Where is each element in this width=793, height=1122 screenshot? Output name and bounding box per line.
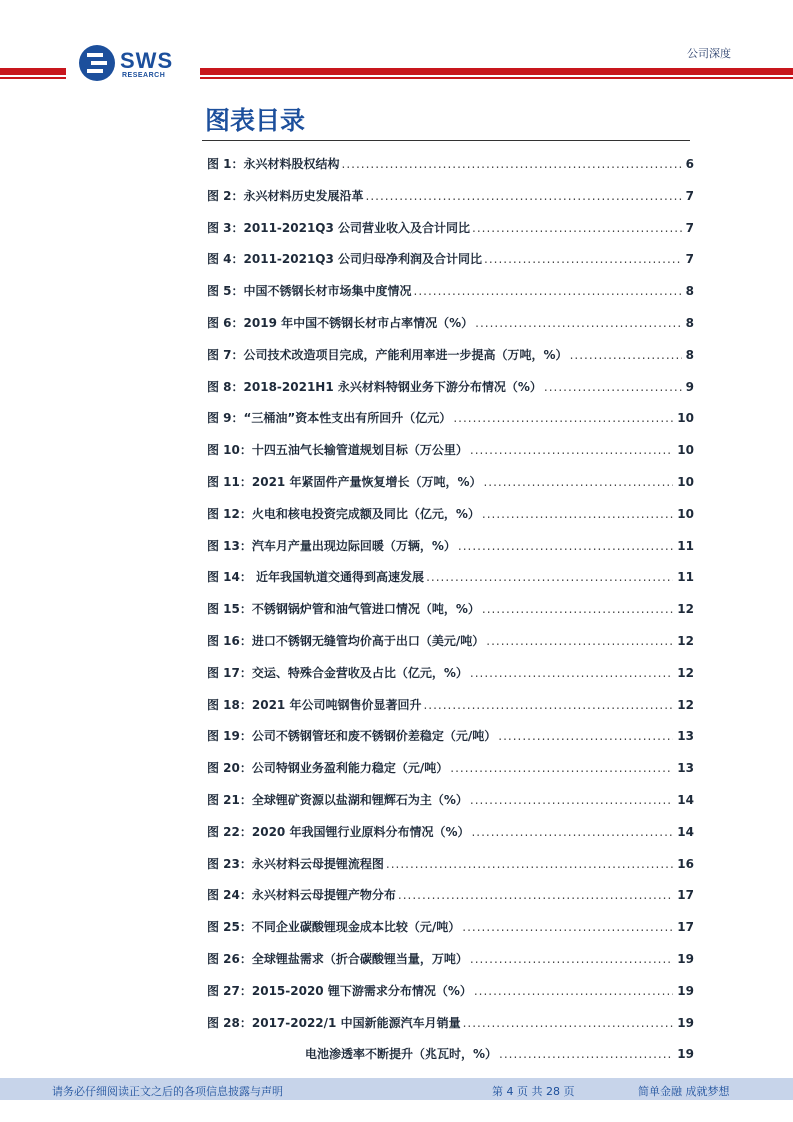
logo-subtext: RESEARCH: [122, 72, 166, 79]
toc-leader-dots: [475, 308, 682, 340]
toc-entry[interactable]: [207, 531, 694, 563]
toc-leader-dots: [544, 372, 682, 404]
toc-entry[interactable]: [207, 1008, 694, 1040]
toc-entry-page: 8: [685, 315, 694, 330]
toc-entry[interactable]: [207, 181, 694, 213]
toc-entry-page: 10: [677, 474, 694, 489]
toc-entry-page: 12: [677, 633, 694, 648]
toc-entry[interactable]: [207, 690, 694, 722]
toc-entry-page: 12: [677, 697, 694, 712]
toc-leader-dots: [474, 976, 673, 1008]
toc-entry[interactable]: [207, 944, 694, 976]
toc-leader-dots: [470, 658, 673, 690]
toc-leader-dots: [483, 467, 673, 499]
toc-leader-dots: [471, 817, 673, 849]
toc-entry-label: 图 12：火电和核电投资完成额及同比（亿元，%）: [207, 506, 480, 521]
toc-leader-dots: [472, 213, 682, 245]
toc-leader-dots: [470, 435, 673, 467]
header-rule-right-thin: [200, 77, 793, 79]
toc-entry-label: 图 9：“三桶油”资本性支出有所回升（亿元）: [207, 411, 452, 426]
toc-entry[interactable]: [207, 721, 694, 753]
toc-entry[interactable]: [207, 880, 694, 912]
header-rule-left-thin: [0, 77, 66, 79]
footer-slogan: 简单金融 成就梦想: [638, 1085, 730, 1098]
header-rule-right: [200, 68, 793, 75]
toc-entry-page: 10: [677, 506, 694, 521]
toc-entry-label: 图 4：2011-2021Q3 公司归母净利润及合计同比: [207, 252, 483, 267]
toc-leader-dots: [386, 849, 673, 881]
footer-disclaimer: 请务必仔细阅读正文之后的各项信息披露与声明: [52, 1085, 283, 1098]
toc-entry-page: 9: [685, 379, 694, 394]
toc-entry[interactable]: [207, 1039, 694, 1071]
toc-entry-label: 图 28：2017-2022/1 中国新能源汽车月销量: [207, 1015, 461, 1030]
toc-entry-page: 14: [677, 792, 694, 807]
toc-entry[interactable]: [207, 340, 694, 372]
toc-entry-label: 图 1：永兴材料股权结构: [207, 157, 340, 171]
toc-leader-dots: [366, 181, 682, 213]
toc-leader-dots: [423, 690, 673, 722]
toc-entry[interactable]: [207, 244, 694, 276]
sws-logo-icon: [78, 44, 116, 82]
toc-entry-page: 11: [677, 538, 694, 553]
title-underline: [202, 140, 690, 141]
toc-entry[interactable]: [207, 435, 694, 467]
toc-leader-dots: [470, 944, 673, 976]
toc-leader-dots: [484, 244, 682, 276]
toc-entry-page: 17: [677, 888, 694, 903]
toc-entry-label: 图 27：2015-2020 锂下游需求分布情况（%）: [207, 983, 472, 998]
footer-page-info: 第 4 页 共 28 页: [492, 1085, 575, 1098]
toc-leader-dots: [482, 594, 673, 626]
header-rule-left: [0, 68, 66, 75]
toc-entry-label: 图 20：公司特钢业务盈利能力稳定（元/吨）: [207, 761, 449, 776]
toc-entry[interactable]: [207, 912, 694, 944]
report-type: 公司深度: [687, 47, 731, 60]
toc-leader-dots: [498, 721, 673, 753]
toc-entry-page: 12: [677, 665, 694, 680]
toc-entry-page: 19: [677, 951, 694, 966]
toc-leader-dots: [470, 785, 673, 817]
toc-entry[interactable]: [207, 499, 694, 531]
logo-text: SWS: [120, 48, 174, 73]
toc-entry-page: 19: [677, 1015, 694, 1030]
toc-entry-label: 图 10：十四五油气长输管道规划目标（万公里）: [207, 443, 468, 458]
toc-leader-dots: [482, 499, 673, 531]
toc-entry[interactable]: [207, 308, 694, 340]
toc-entry-label: 图 13：汽车月产量出现边际回暖（万辆，%）: [207, 538, 456, 553]
toc-entry[interactable]: [207, 213, 694, 245]
toc-entry[interactable]: [207, 785, 694, 817]
toc-entry-page: 8: [685, 347, 694, 362]
toc-entry-page: 12: [677, 602, 694, 617]
toc-entry-page: 13: [677, 761, 694, 776]
toc-entry-label: 图 2：永兴材料历史发展沿革: [207, 188, 364, 203]
toc-entry-page: 16: [677, 856, 694, 871]
toc-entry[interactable]: [207, 658, 694, 690]
toc-leader-dots: [342, 149, 682, 181]
toc-entry[interactable]: [207, 817, 694, 849]
toc-entry[interactable]: [207, 976, 694, 1008]
toc-entry-label: 图 14： 近年我国轨道交通得到高速发展: [207, 570, 425, 585]
toc-entry-label: 图 6：2019 年中国不锈钢长材市占率情况（%）: [207, 315, 474, 330]
toc-leader-dots: [450, 753, 673, 785]
toc-entry-page: 17: [677, 920, 694, 935]
toc-leader-dots: [486, 626, 673, 658]
toc-entry-label: 图 25：不同企业碳酸锂现金成本比较（元/吨）: [207, 920, 461, 935]
toc-leader-dots: [570, 340, 682, 372]
toc-entry[interactable]: [207, 276, 694, 308]
toc-leader-dots: [463, 1008, 674, 1040]
toc-entry-label: 图 8：2018-2021H1 永兴材料特钢业务下游分布情况（%）: [207, 379, 542, 394]
toc-leader-dots: [499, 1039, 673, 1071]
toc-entry-page: 19: [677, 983, 694, 998]
toc-entry-label: 图 24：永兴材料云母提锂产物分布: [207, 888, 396, 903]
toc-entry-label: 图 26：全球锂盐需求（折合碳酸锂当量，万吨）: [207, 951, 468, 966]
toc-leader-dots: [462, 912, 673, 944]
toc-entry-label: 图 23：永兴材料云母提锂流程图: [207, 856, 384, 871]
toc-leader-dots: [414, 276, 682, 308]
toc-entry[interactable]: [207, 849, 694, 881]
figure-table-of-contents: [207, 149, 694, 1071]
toc-entry-label: 图 5：中国不锈钢长材市场集中度情况: [207, 284, 412, 299]
toc-entry-page: 6: [685, 157, 694, 171]
toc-entry[interactable]: [207, 403, 694, 435]
toc-entry-label: 图 19：公司不锈钢管坯和废不锈钢价差稳定（元/吨）: [207, 729, 497, 744]
toc-entry[interactable]: [207, 149, 694, 181]
toc-leader-dots: [453, 403, 673, 435]
toc-leader-dots: [398, 880, 673, 912]
toc-entry-label: 图 22：2020 年我国锂行业原料分布情况（%）: [207, 824, 470, 839]
toc-entry-label: 图 18：2021 年公司吨钢售价显著回升: [207, 697, 422, 712]
toc-entry[interactable]: [207, 467, 694, 499]
toc-entry-label: 图 7：公司技术改造项目完成，产能利用率进一步提高（万吨，%）: [207, 347, 568, 362]
toc-leader-dots: [458, 531, 673, 563]
toc-entry[interactable]: [207, 562, 694, 594]
sws-logo: [78, 44, 188, 84]
toc-entry[interactable]: [207, 372, 694, 404]
toc-entry-page: 7: [685, 188, 694, 203]
toc-entry-page: 8: [685, 284, 694, 299]
toc-entry-label: 图 17：交运、特殊合金营收及占比（亿元，%）: [207, 665, 468, 680]
toc-entry-page: 10: [677, 411, 694, 426]
toc-entry-label: 图 3：2011-2021Q3 公司营业收入及合计同比: [207, 220, 471, 235]
toc-entry-label: 图 16：进口不锈钢无缝管均价高于出口（美元/吨）: [207, 633, 485, 648]
toc-entry-page: 7: [685, 252, 694, 267]
toc-entry-page: 11: [677, 570, 694, 585]
toc-entry-page: 14: [677, 824, 694, 839]
toc-entry-page: 10: [677, 443, 694, 458]
toc-entry[interactable]: [207, 626, 694, 658]
toc-entry[interactable]: [207, 594, 694, 626]
toc-entry-label: 图 15：不锈钢锅炉管和油气管进口情况（吨，%）: [207, 602, 480, 617]
toc-entry-page: 13: [677, 729, 694, 744]
toc-entry-page: 7: [685, 220, 694, 235]
page-title: 图表目录: [205, 106, 306, 135]
toc-entry[interactable]: [207, 753, 694, 785]
toc-entry-label: 电池渗透率不断提升（兆瓦时，%）: [305, 1047, 498, 1062]
toc-leader-dots: [426, 562, 673, 594]
toc-entry-label: 图 21：全球锂矿资源以盐湖和锂辉石为主（%）: [207, 792, 468, 807]
toc-entry-page: 19: [677, 1047, 694, 1062]
toc-entry-label: 图 11：2021 年紧固件产量恢复增长（万吨，%）: [207, 474, 482, 489]
